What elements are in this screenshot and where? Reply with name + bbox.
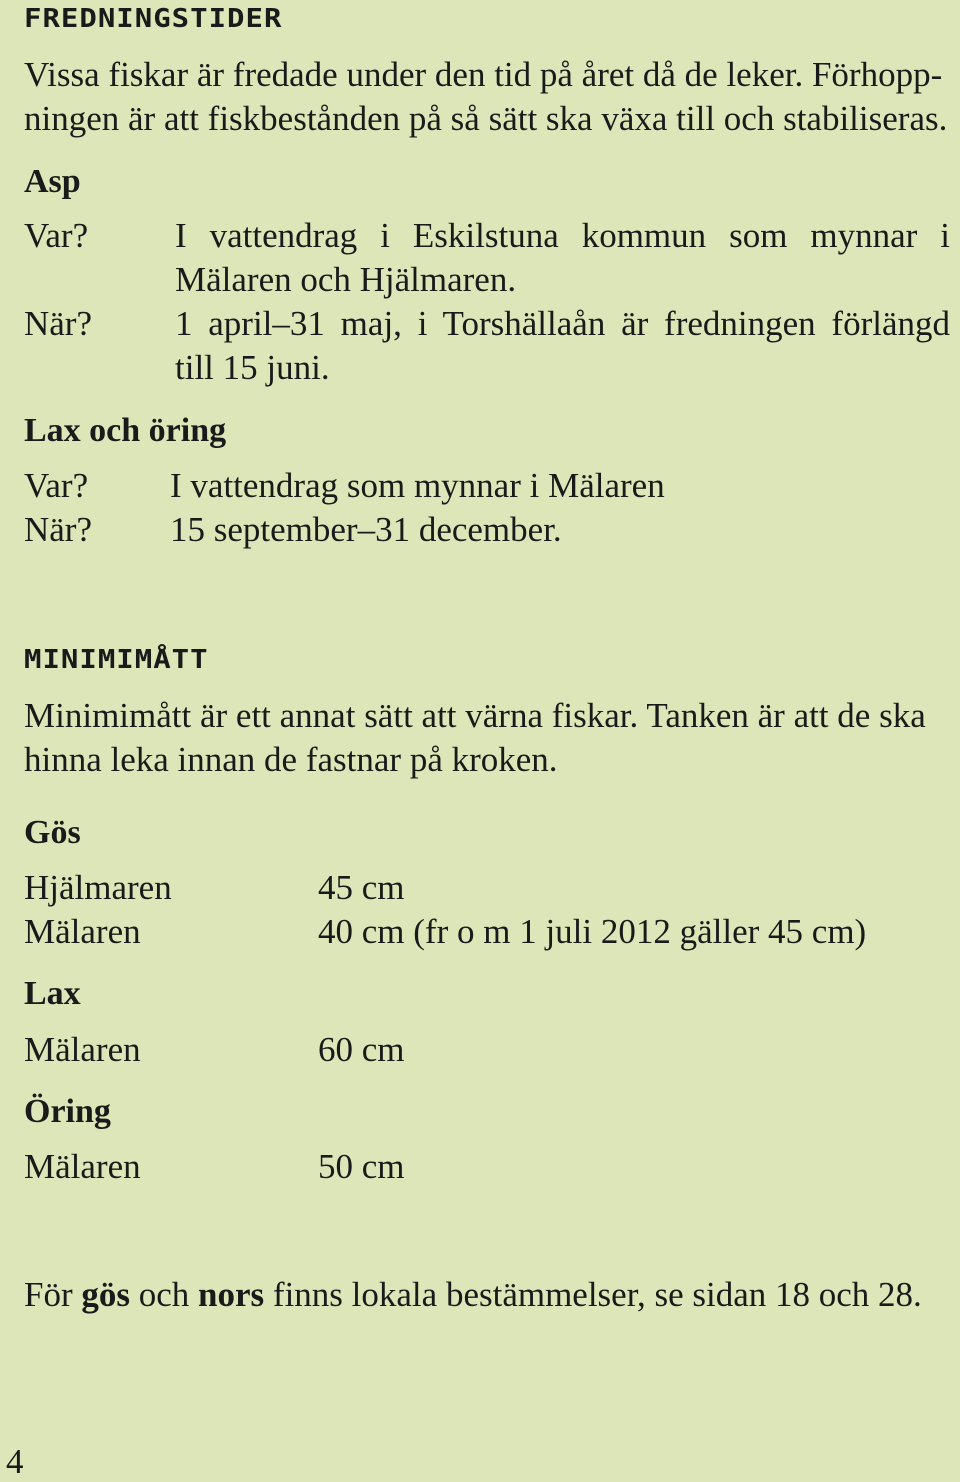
oring-place-malaren: Mälaren xyxy=(24,1147,141,1186)
local-rules-note xyxy=(24,1273,922,1317)
lax-oring-var-text: I vattendrag som mynnar i Mälaren xyxy=(170,466,665,505)
oring-size-malaren: 50 cm xyxy=(318,1147,405,1186)
gos-size-malaren: 40 cm (fr o m 1 juli 2012 gäller 45 cm) xyxy=(318,912,867,951)
asp-var-text-line-1: I vattendrag i Eskilstuna kommun som mynnar i xyxy=(175,216,950,255)
lax-size-malaren: 60 cm xyxy=(318,1030,405,1069)
gos-place-malaren: Mälaren xyxy=(24,912,141,951)
asp-var-label: Var? xyxy=(24,216,89,255)
minimimatt-heading: MINIMIMÅTT xyxy=(24,643,209,675)
lax-oring-nar-text: 15 september–31 december. xyxy=(170,510,562,549)
lax-place-malaren: Mälaren xyxy=(24,1030,141,1069)
fredning-intro-line-1: Vissa fiskar är fredade under den tid på året då de leker. Förhopp- xyxy=(24,55,943,94)
note-bold-nors: nors xyxy=(198,1275,265,1314)
oring-title: Öring xyxy=(24,1093,111,1130)
fredning-intro-line-2: ningen är att fiskbestånden på så sätt ska växa till och stabiliseras. xyxy=(24,99,948,138)
gos-place-hjalmaren: Hjälmaren xyxy=(24,868,172,907)
note-text-3: finns lokala bestämmelser, se sidan 18 och 28. xyxy=(264,1275,922,1314)
asp-nar-label: När? xyxy=(24,304,93,343)
minimimatt-intro-line-1: Minimimått är ett annat sätt att värna fiskar. Tanken är att de ska xyxy=(24,696,926,735)
note-text-2: och xyxy=(130,1275,199,1314)
lax-title: Lax xyxy=(24,975,81,1012)
note-bold-gos: gös xyxy=(81,1275,130,1314)
note-text-1: För xyxy=(24,1275,82,1314)
lax-oring-var-label: Var? xyxy=(24,466,89,505)
gos-size-hjalmaren: 45 cm xyxy=(318,868,405,907)
fredningstider-heading: FREDNINGSTIDER xyxy=(24,2,283,34)
asp-var-text-line-2: Mälaren och Hjälmaren. xyxy=(175,260,517,299)
asp-title: Asp xyxy=(24,163,81,200)
lax-oring-nar-label: När? xyxy=(24,510,93,549)
asp-nar-text-line-2: till 15 juni. xyxy=(175,348,330,387)
minimimatt-intro-line-2: hinna leka innan de fastnar på kroken. xyxy=(24,740,558,779)
lax-och-oring-title: Lax och öring xyxy=(24,412,227,449)
gos-title: Gös xyxy=(24,814,81,851)
asp-nar-text-line-1: 1 april–31 maj, i Torshällaån är fredningen förlängd xyxy=(175,304,950,343)
page-number: 4 xyxy=(6,1442,24,1481)
